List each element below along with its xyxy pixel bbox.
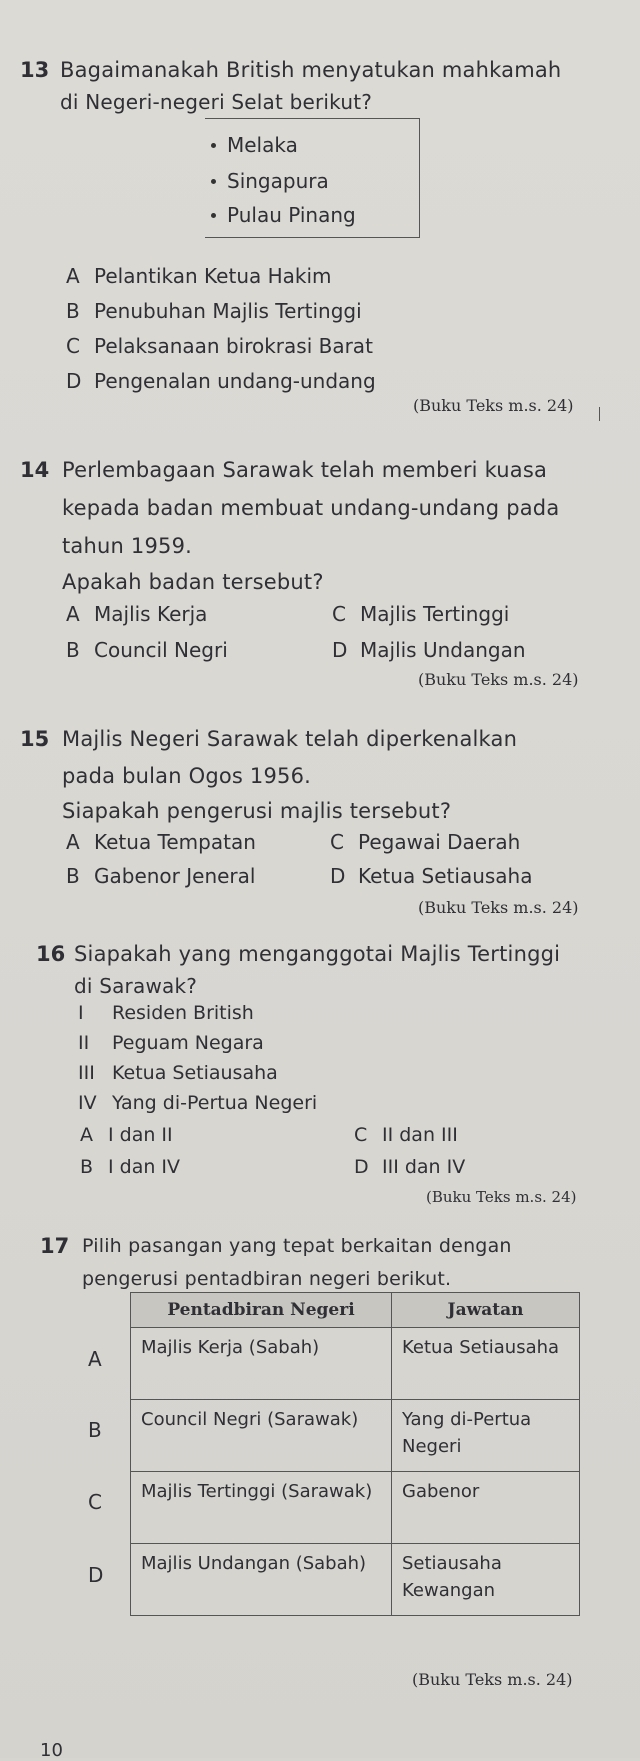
table-row[interactable] (131, 1400, 580, 1472)
question-14-source: (Buku Teks m.s. 24) (418, 670, 579, 689)
table-cell: Council Negri (Sarawak) (131, 1400, 392, 1472)
question-17-row-letter-d[interactable]: D (88, 1563, 104, 1587)
question-14-option-a[interactable]: A Majlis Kerja (66, 602, 208, 626)
question-13-option-c[interactable]: C Pelaksanaan birokrasi Barat (66, 334, 373, 358)
question-17-source: (Buku Teks m.s. 24) (412, 1670, 573, 1689)
question-17-line-2: pengerusi pentadbiran negeri berikut. (82, 1268, 452, 1290)
question-17-row-letter-b[interactable]: B (88, 1418, 102, 1442)
question-13-number: 13 (20, 58, 50, 82)
question-15-source: (Buku Teks m.s. 24) (418, 898, 579, 917)
question-17-number: 17 (40, 1234, 70, 1258)
question-14-line-2: kepada badan membuat undang-undang pada (62, 496, 560, 520)
question-13-line-1: Bagaimanakah British menyatukan mahkamah (60, 58, 562, 82)
question-15-line-2: pada bulan Ogos 1956. (62, 764, 312, 788)
question-14-option-d[interactable]: D Majlis Undangan (332, 638, 526, 662)
table-cell: Setiausaha Kewangan (392, 1544, 580, 1616)
question-14-line-1: Perlembagaan Sarawak telah memberi kuasa (62, 458, 548, 482)
question-16-option-a[interactable]: A I dan II (80, 1124, 173, 1146)
table-cell: Majlis Tertinggi (Sarawak) (131, 1472, 392, 1544)
column-header: Jawatan (392, 1293, 580, 1328)
list-item: Singapura (227, 169, 329, 193)
question-13-option-b[interactable]: B Penubuhan Majlis Tertinggi (66, 299, 362, 323)
question-16-number: 16 (36, 942, 66, 966)
table-cell: Yang di-Pertua Negeri (392, 1400, 580, 1472)
question-14-question: Apakah badan tersebut? (62, 570, 324, 594)
question-17-table (130, 1292, 580, 1616)
question-13-line-2: di Negeri-negeri Selat berikut? (60, 90, 373, 114)
question-15-option-d[interactable]: D Ketua Setiausaha (330, 864, 533, 888)
column-header: Pentadbiran Negeri (131, 1293, 392, 1328)
table-cell: Gabenor (392, 1472, 580, 1544)
question-15-option-a[interactable]: A Ketua Tempatan (66, 830, 256, 854)
question-13-option-a[interactable]: A Pelantikan Ketua Hakim (66, 264, 332, 288)
question-17-line-1: Pilih pasangan yang tepat berkaitan dengan (82, 1235, 512, 1257)
list-item: Melaka (227, 133, 298, 157)
question-14-option-b[interactable]: B Council Negri (66, 638, 228, 662)
question-16-item-i: I Residen British (78, 1002, 254, 1024)
question-16-item-iv: IV Yang di-Pertua Negeri (78, 1092, 318, 1114)
question-15-option-b[interactable]: B Gabenor Jeneral (66, 864, 256, 888)
question-16-item-ii: II Peguam Negara (78, 1032, 264, 1054)
question-16-line-1: Siapakah yang menganggotai Majlis Tertinggi (74, 942, 561, 966)
table-cell: Ketua Setiausaha (392, 1328, 580, 1400)
page-number: 10 (40, 1740, 63, 1761)
question-16-option-b[interactable]: B I dan IV (80, 1156, 181, 1178)
question-17-row-letter-c[interactable]: C (88, 1490, 102, 1514)
table-row[interactable] (131, 1472, 580, 1544)
table-row[interactable] (131, 1544, 580, 1616)
question-14-option-c[interactable]: C Majlis Tertinggi (332, 602, 510, 626)
pen-mark (599, 407, 600, 421)
question-16-option-c[interactable]: C II dan III (354, 1124, 458, 1146)
question-15-question: Siapakah pengerusi majlis tersebut? (62, 799, 452, 823)
list-item: Pulau Pinang (227, 203, 356, 227)
question-16-line-2: di Sarawak? (74, 974, 198, 998)
question-16-source: (Buku Teks m.s. 24) (426, 1188, 577, 1206)
table-cell: Majlis Kerja (Sabah) (131, 1328, 392, 1400)
question-15-number: 15 (20, 727, 50, 751)
question-15-option-c[interactable]: C Pegawai Daerah (330, 830, 521, 854)
question-16-item-iii: III Ketua Setiausaha (78, 1062, 278, 1084)
table-row[interactable] (131, 1328, 580, 1400)
question-15-line-1: Majlis Negeri Sarawak telah diperkenalkan (62, 727, 518, 751)
question-14-number: 14 (20, 458, 50, 482)
question-14-line-3: tahun 1959. (62, 534, 193, 558)
question-13-option-d[interactable]: D Pengenalan undang-undang (66, 369, 376, 393)
question-17-row-letter-a[interactable]: A (88, 1347, 102, 1371)
question-13-source: (Buku Teks m.s. 24) (413, 396, 574, 415)
table-cell: Majlis Undangan (Sabah) (131, 1544, 392, 1616)
question-16-option-d[interactable]: D III dan IV (354, 1156, 466, 1178)
question-13-state-list (205, 118, 420, 238)
